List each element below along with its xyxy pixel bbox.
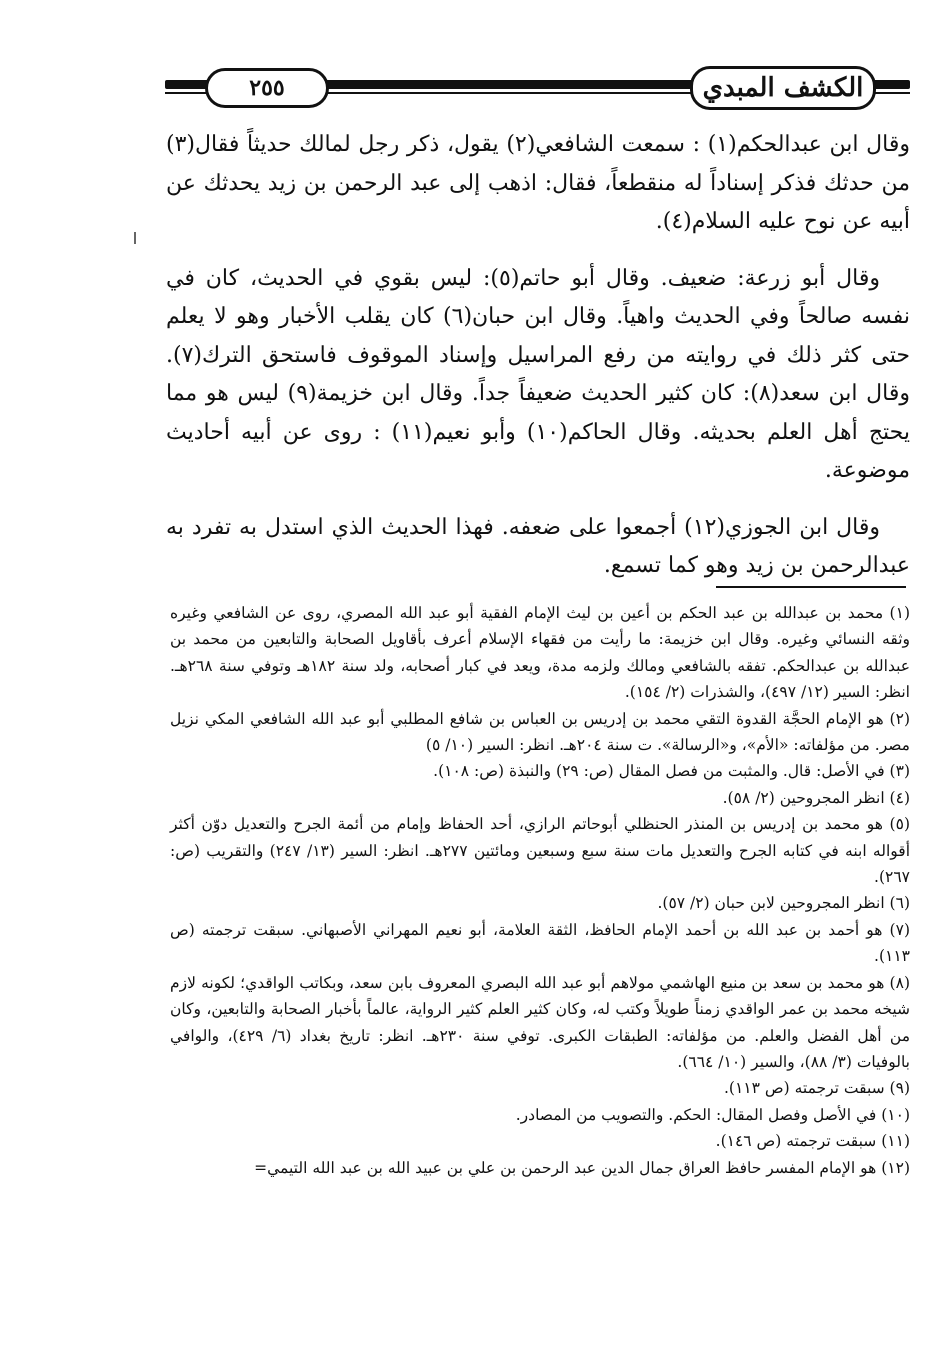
- paragraph: وقال أبو زرعة: ضعيف. وقال أبو حاتم(٥): ليس بقوي في الحديث، كان في نفسه صالحاً وفي الحديث واهياً. وقال ابن حبان(٦) كان يقلب الأخبار وهو لا يعلم حتى كثر ذلك في روايته من رفع المراسيل وإسناد الموقوف فاستحق الترك(٧). وقال ابن سعد(٨): كان كثير الحديث ضعيفاً جداً. وقال ابن خزيمة(٩) ليس هو مما يحتج أهل العلم بحديثه. وقال الحاكم(١٠) وأبو نعيم(١١) : روى عن أبيه أحاديث موضوعة.: [166, 265, 910, 483]
- page-header: [165, 58, 910, 112]
- footnote-4: (٤) انظر المجروحين (٢/ ٥٨).: [722, 788, 910, 807]
- book-title: الكشف المبدي: [690, 66, 876, 110]
- footnote-7: (٧) هو أحمد بن عبد الله بن أحمد الإمام الحافظ، الثقة العلامة، أبو نعيم المهراني الأصبهاني. سبقت ترجمته (ص ١١٣).: [170, 920, 910, 966]
- footnote-3: (٣) في الأصل: قال. والمثبت من فصل المقال (ص: ٢٩) والنبذة (ص: ١٠٨).: [433, 762, 910, 781]
- margin-mark: [134, 232, 136, 244]
- footnote-8: (٨) هو محمد بن سعد بن منيع الهاشمي مولاهم أبو عبد الله البصري المعروف بابن سعد، وبكاتب الواقدي؛ لكونه لازم شيخه محمد بن عمر الواقدي زمناً طويلاً وكتب له، وكان كثير العلم كثير الرواية، عالماً بأخبار الصحابة والتابعين، وكان من أهل الفضل والعلم. من مؤلفاته: الطبقات الكبرى. توفي سنة ٢٣٠هـ. انظر: تاريخ بغداد (٦/ ٤٢٩)، والوافي بالوفيات (٣/ ٨٨)، والسير (١٠/ ٦٦٤).: [170, 973, 910, 1071]
- footnote-6: (٦) انظر المجروحين لابن حبان (٢/ ٥٧).: [657, 894, 910, 913]
- footnote-9: (٩) سبقت ترجمته (ص ١١٣).: [723, 1079, 910, 1098]
- footnotes: [170, 600, 910, 1181]
- page-number: ٢٥٥: [205, 68, 329, 108]
- footnote-10: (١٠) في الأصل وفصل المقال: الحكم. والتصويب من المصادر.: [515, 1105, 910, 1124]
- footnote-separator: [716, 586, 906, 588]
- footnote-2: (٢) هو الإمام الحجَّة القدوة التقي محمد بن إدريس بن العباس بن شافع المطلبي أبو عبد الله الشافعي المكي نزيل مصر. من مؤلفاته: «الأم»، و«الرسالة». ت سنة ٢٠٤هـ. انظر: السير (١٠/ ٥): [170, 709, 910, 755]
- footnote-11: (١١) سبقت ترجمته (ص ١٤٦).: [715, 1132, 910, 1151]
- paragraph: وقال ابن عبدالحكم(١) : سمعت الشافعي(٢) يقول، ذكر رجل لمالك حديثاً فقال(٣) من حدثك فذكر إسناداً له منقطعاً، فقال: اذهب إلى عبد الرحمن بن زيد يحدثك عن أبيه عن نوح عليه السلام(٤).: [166, 132, 910, 234]
- footnote-1: (١) محمد بن عبدالله بن عبد الحكم بن أعين بن ليث الإمام الفقية أبو عبد الله المصري، روى عن الشافعي وغيره وثقه النسائي وغيره. وقال ابن خزيمة: ما رأيت من فقهاء الإسلام أعرف بأقاويل الصحابة والتابعين من محمد بن عبدالله بن عبدالحكم. تفقه بالشافعي ومالك ولزمه مدة، ويعد في كبار أصحابه، ولد سنة ١٨٢هـ وتوفي سنة ٢٦٨هـ. انظر: السير (١٢/ ٤٩٧)، والشذرات (٢/ ١٥٤).: [170, 604, 911, 702]
- footnote-5: (٥) هو محمد بن إدريس بن المنذر الحنظلي أبوحاتم الرازي، أحد الحفاظ وإمام من أئمة الجرح والتعديل دوّن أكثر أقواله ابنه في كتابه الجرح والتعديل مات سنة سبع وسبعين ومائتين ٢٧٧هـ. انظر: السير (١٣/ ٢٤٧) والتقريب (ص: ٢٦٧).: [170, 815, 910, 887]
- main-text: [166, 126, 910, 604]
- footnote-12: (١٢) هو الإمام المفسر حافظ العراق جمال الدين عبد الرحمن بن علي بن عبيد الله بن عبد الله التيمي=: [254, 1158, 910, 1177]
- paragraph: وقال ابن الجوزي(١٢) أجمعوا على ضعفه. فهذا الحديث الذي استدل به تفرد به عبدالرحمن بن زيد وهو كما تسمع.: [166, 514, 910, 578]
